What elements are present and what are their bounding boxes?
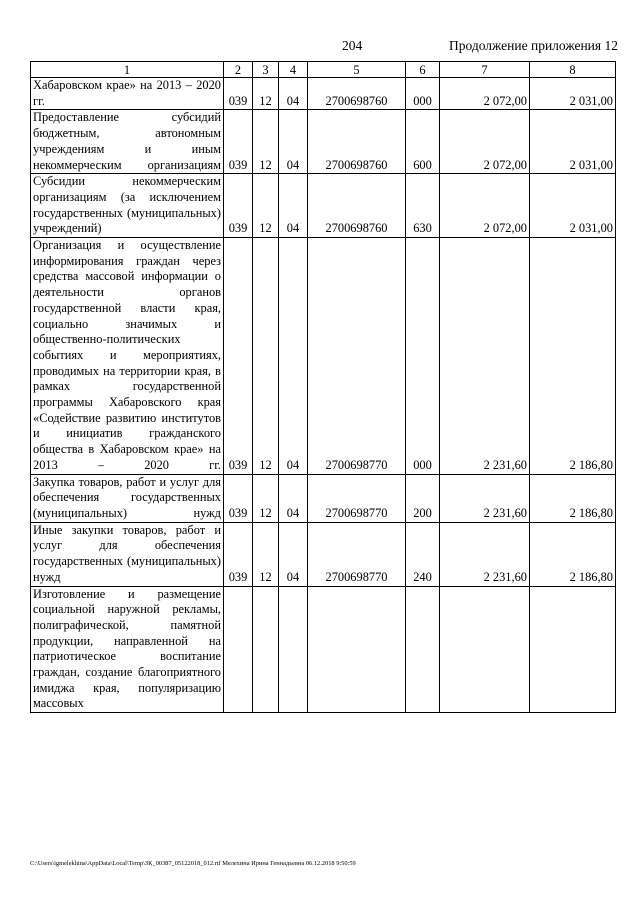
cell-ministry: 039 [224, 110, 253, 174]
column-header: 8 [530, 62, 616, 78]
cell-expense-type: 000 [406, 78, 440, 110]
row-name: Закупка товаров, работ и услуг для обеспечения государственных (муниципальных) нужд [31, 474, 224, 522]
table-row [31, 174, 616, 238]
cell-subsection [279, 586, 308, 713]
table-row [31, 522, 616, 586]
cell-subsection: 04 [279, 110, 308, 174]
footer-file-path: C:\Users\igmelekhina\AppData\Local\Temp\ЗК_00387_05122018_012.rtf Мелехина Ирина Геннадьевна 06.12.2018 9:50:59 [30, 860, 356, 867]
cell-amount-1: 2 072,00 [440, 78, 530, 110]
cell-expense-type: 240 [406, 522, 440, 586]
cell-amount-1 [440, 586, 530, 713]
cell-expense-type: 630 [406, 174, 440, 238]
cell-ministry: 039 [224, 78, 253, 110]
row-name: Организация и осуществление информирования граждан через средства массовой информации о деятельности органов государственной власти края, социально значимых и общественно-политических событиях и мероприятиях, проводимых на территории края, в рамках государственной программы Хабаровского края «Содействие развитию институтов и инициатив гражданского общества в Хабаровском крае» на 2013 – 2020 гг. [31, 238, 224, 475]
cell-amount-1: 2 231,60 [440, 522, 530, 586]
budget-table [30, 61, 616, 713]
cell-amount-2: 2 031,00 [530, 78, 616, 110]
column-header: 3 [253, 62, 279, 78]
cell-ministry: 039 [224, 522, 253, 586]
column-header: 1 [31, 62, 224, 78]
table-row [31, 110, 616, 174]
cell-section: 12 [253, 78, 279, 110]
cell-expense-type [406, 586, 440, 713]
table-header-row [31, 62, 616, 78]
cell-subsection: 04 [279, 78, 308, 110]
row-name: Изготовление и размещение социальной наружной рекламы, полиграфической, памятной продукции, направленной на патриотическое воспитание граждан, создание благоприятного имиджа края, популяризацию массовых [31, 586, 224, 713]
row-name: Субсидии некоммерческим организациям (за исключением государственных (муниципальных) учреждений) [31, 174, 224, 238]
cell-ministry [224, 586, 253, 713]
row-name: Иные закупки товаров, работ и услуг для обеспечения государственных (муниципальных) нужд [31, 522, 224, 586]
column-header: 6 [406, 62, 440, 78]
cell-target-article [308, 586, 406, 713]
cell-target-article: 2700698760 [308, 110, 406, 174]
cell-amount-1: 2 072,00 [440, 174, 530, 238]
column-header: 5 [308, 62, 406, 78]
table-row [31, 474, 616, 522]
continuation-label: Продолжение приложения 12 [448, 38, 618, 53]
cell-expense-type: 200 [406, 474, 440, 522]
cell-amount-1: 2 231,60 [440, 474, 530, 522]
cell-ministry: 039 [224, 174, 253, 238]
cell-ministry: 039 [224, 474, 253, 522]
row-name: Предоставление субсидий бюджетным, автономным учреждениям и иным некоммерческим организациям [31, 110, 224, 174]
cell-amount-2: 2 186,80 [530, 522, 616, 586]
page-number: 204 [342, 38, 363, 53]
table-row [31, 586, 616, 713]
cell-expense-type: 600 [406, 110, 440, 174]
cell-target-article: 2700698770 [308, 238, 406, 475]
table-row [31, 78, 616, 110]
cell-subsection: 04 [279, 474, 308, 522]
cell-section: 12 [253, 522, 279, 586]
cell-section [253, 586, 279, 713]
row-name: Хабаровском крае» на 2013 – 2020 гг. [31, 78, 224, 110]
cell-amount-1: 2 072,00 [440, 110, 530, 174]
cell-section: 12 [253, 474, 279, 522]
cell-section: 12 [253, 238, 279, 475]
cell-section: 12 [253, 174, 279, 238]
cell-amount-2: 2 031,00 [530, 174, 616, 238]
cell-target-article: 2700698770 [308, 522, 406, 586]
cell-subsection: 04 [279, 238, 308, 475]
cell-target-article: 2700698760 [308, 174, 406, 238]
table-row [31, 238, 616, 475]
column-header: 7 [440, 62, 530, 78]
cell-amount-2: 2 186,80 [530, 474, 616, 522]
cell-expense-type: 000 [406, 238, 440, 475]
cell-subsection: 04 [279, 174, 308, 238]
column-header: 4 [279, 62, 308, 78]
cell-amount-2 [530, 586, 616, 713]
cell-target-article: 2700698770 [308, 474, 406, 522]
cell-section: 12 [253, 110, 279, 174]
column-header: 2 [224, 62, 253, 78]
cell-amount-2: 2 031,00 [530, 110, 616, 174]
cell-ministry: 039 [224, 238, 253, 475]
cell-target-article: 2700698760 [308, 78, 406, 110]
cell-amount-1: 2 231,60 [440, 238, 530, 475]
cell-subsection: 04 [279, 522, 308, 586]
cell-amount-2: 2 186,80 [530, 238, 616, 475]
